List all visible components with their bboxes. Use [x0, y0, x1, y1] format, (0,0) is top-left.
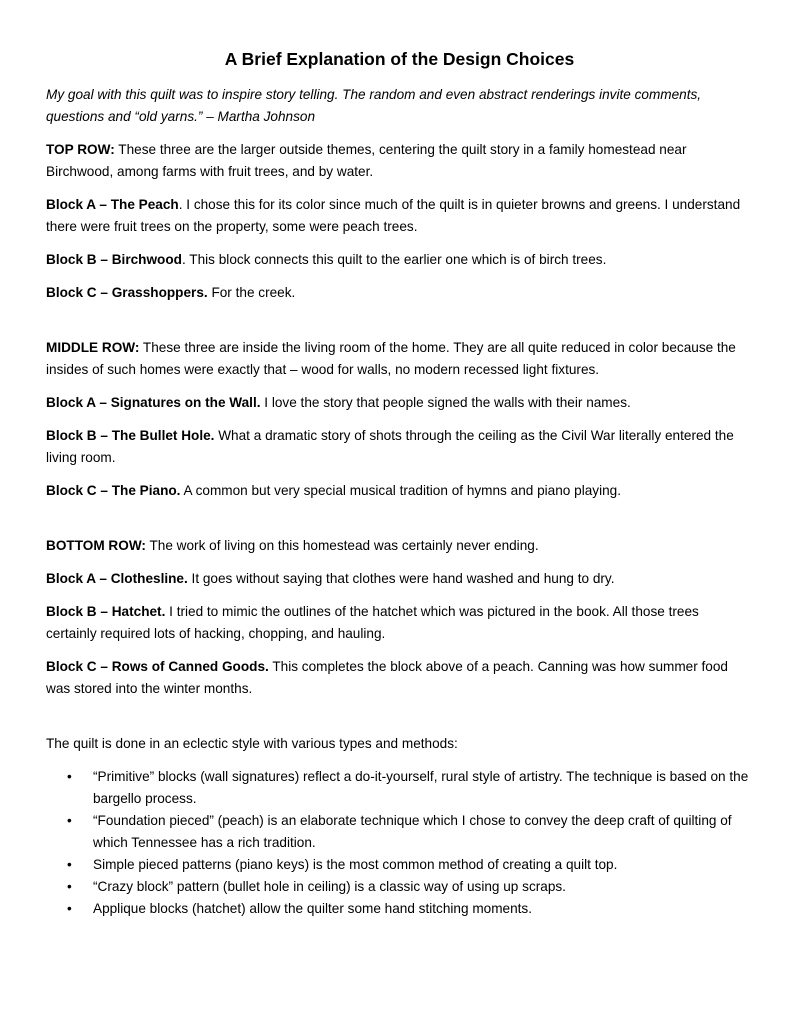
bottom-row-block-b [46, 601, 753, 645]
block-label: Block C – Grasshoppers. [46, 285, 208, 300]
block-label: Block A – The Peach [46, 197, 179, 212]
middle-row-text: These three are inside the living room of the home. They are all quite reduced in color because the insides of such homes were exactly that – wood for walls, no modern recessed light fixtures. [46, 340, 736, 377]
list-item [46, 898, 753, 920]
middle-row-block-c [46, 480, 753, 502]
document-title: A Brief Explanation of the Design Choices [224, 49, 575, 69]
block-label: Block A – Clothesline. [46, 571, 188, 586]
list-item-text: Simple pieced patterns (piano keys) is the most common method of creating a quilt top. [93, 857, 618, 872]
bullet-icon: • [67, 901, 72, 916]
list-item [46, 810, 753, 854]
middle-row-heading: MIDDLE ROW: [46, 340, 140, 355]
block-label: Block B – Hatchet. [46, 604, 166, 619]
bottom-row-block-c [46, 656, 753, 700]
block-text: I tried to mimic the outlines of the hatchet which was pictured in the book. All those trees certainly required lots of hacking, chopping, and hauling. [46, 604, 699, 641]
top-row-block-b [46, 249, 753, 271]
section-spacer [46, 304, 753, 337]
intro-quote: My goal with this quilt was to inspire story telling. The random and even abstract renderings invite comments, questions and “old yarns.” – Martha Johnson [46, 87, 702, 124]
list-item [46, 854, 753, 876]
bullet-icon: • [67, 857, 72, 872]
bottom-row-block-a [46, 568, 753, 590]
block-label: Block C – The Piano. [46, 483, 181, 498]
block-text: . This block connects this quilt to the earlier one which is of birch trees. [181, 252, 607, 267]
top-row-paragraph [46, 139, 753, 183]
section-spacer [46, 700, 753, 733]
block-text: . I chose this for its color since much of the quilt is in quieter browns and greens. I understand there were fruit trees on the property, some were peach trees. [46, 197, 741, 234]
block-label: Block C – Rows of Canned Goods. [46, 659, 269, 674]
block-label: Block B – Birchwood [46, 252, 182, 267]
block-text: What a dramatic story of shots through the ceiling as the Civil War literally entered the living room. [46, 428, 734, 465]
bottom-row-heading: BOTTOM ROW: [46, 538, 146, 553]
block-label: Block B – The Bullet Hole. [46, 428, 215, 443]
bullet-icon: • [67, 813, 72, 828]
middle-row-block-a [46, 392, 753, 414]
block-text: It goes without saying that clothes were hand washed and hung to dry. [187, 571, 615, 586]
bottom-row-text: The work of living on this homestead was certainly never ending. [145, 538, 539, 553]
top-row-text: These three are the larger outside themes, centering the quilt story in a family homestead near Birchwood, among farms with fruit trees, and by water. [46, 142, 687, 179]
styles-intro: The quilt is done in an eclectic style with various types and methods: [46, 736, 458, 751]
list-item-text: “Crazy block” pattern (bullet hole in ceiling) is a classic way of using up scraps. [93, 879, 566, 894]
list-item-text: Applique blocks (hatchet) allow the quilter some hand stitching moments. [93, 901, 533, 916]
bullet-icon: • [67, 879, 72, 894]
list-item [46, 766, 753, 810]
list-item-text: “Foundation pieced” (peach) is an elaborate technique which I chose to convey the deep craft of quilting of which Tennessee has a rich tradition. [93, 813, 732, 850]
block-text: I love the story that people signed the walls with their names. [260, 395, 631, 410]
block-text: This completes the block above of a peach. Canning was how summer food was stored into the winter months. [46, 659, 728, 696]
bullet-icon: • [67, 769, 72, 784]
list-item [46, 876, 753, 898]
top-row-block-a [46, 194, 753, 238]
block-text: A common but very special musical tradition of hymns and piano playing. [180, 483, 621, 498]
list-item-text: “Primitive” blocks (wall signatures) reflect a do-it-yourself, rural style of artistry. The technique is based on the bargello process. [93, 769, 749, 806]
section-spacer [46, 502, 753, 535]
styles-list [46, 766, 753, 920]
bottom-row-paragraph [46, 535, 753, 557]
top-row-block-c [46, 282, 753, 304]
middle-row-block-b [46, 425, 753, 469]
block-text: For the creek. [207, 285, 296, 300]
middle-row-paragraph [46, 337, 753, 381]
block-label: Block A – Signatures on the Wall. [46, 395, 261, 410]
top-row-heading: TOP ROW: [46, 142, 115, 157]
